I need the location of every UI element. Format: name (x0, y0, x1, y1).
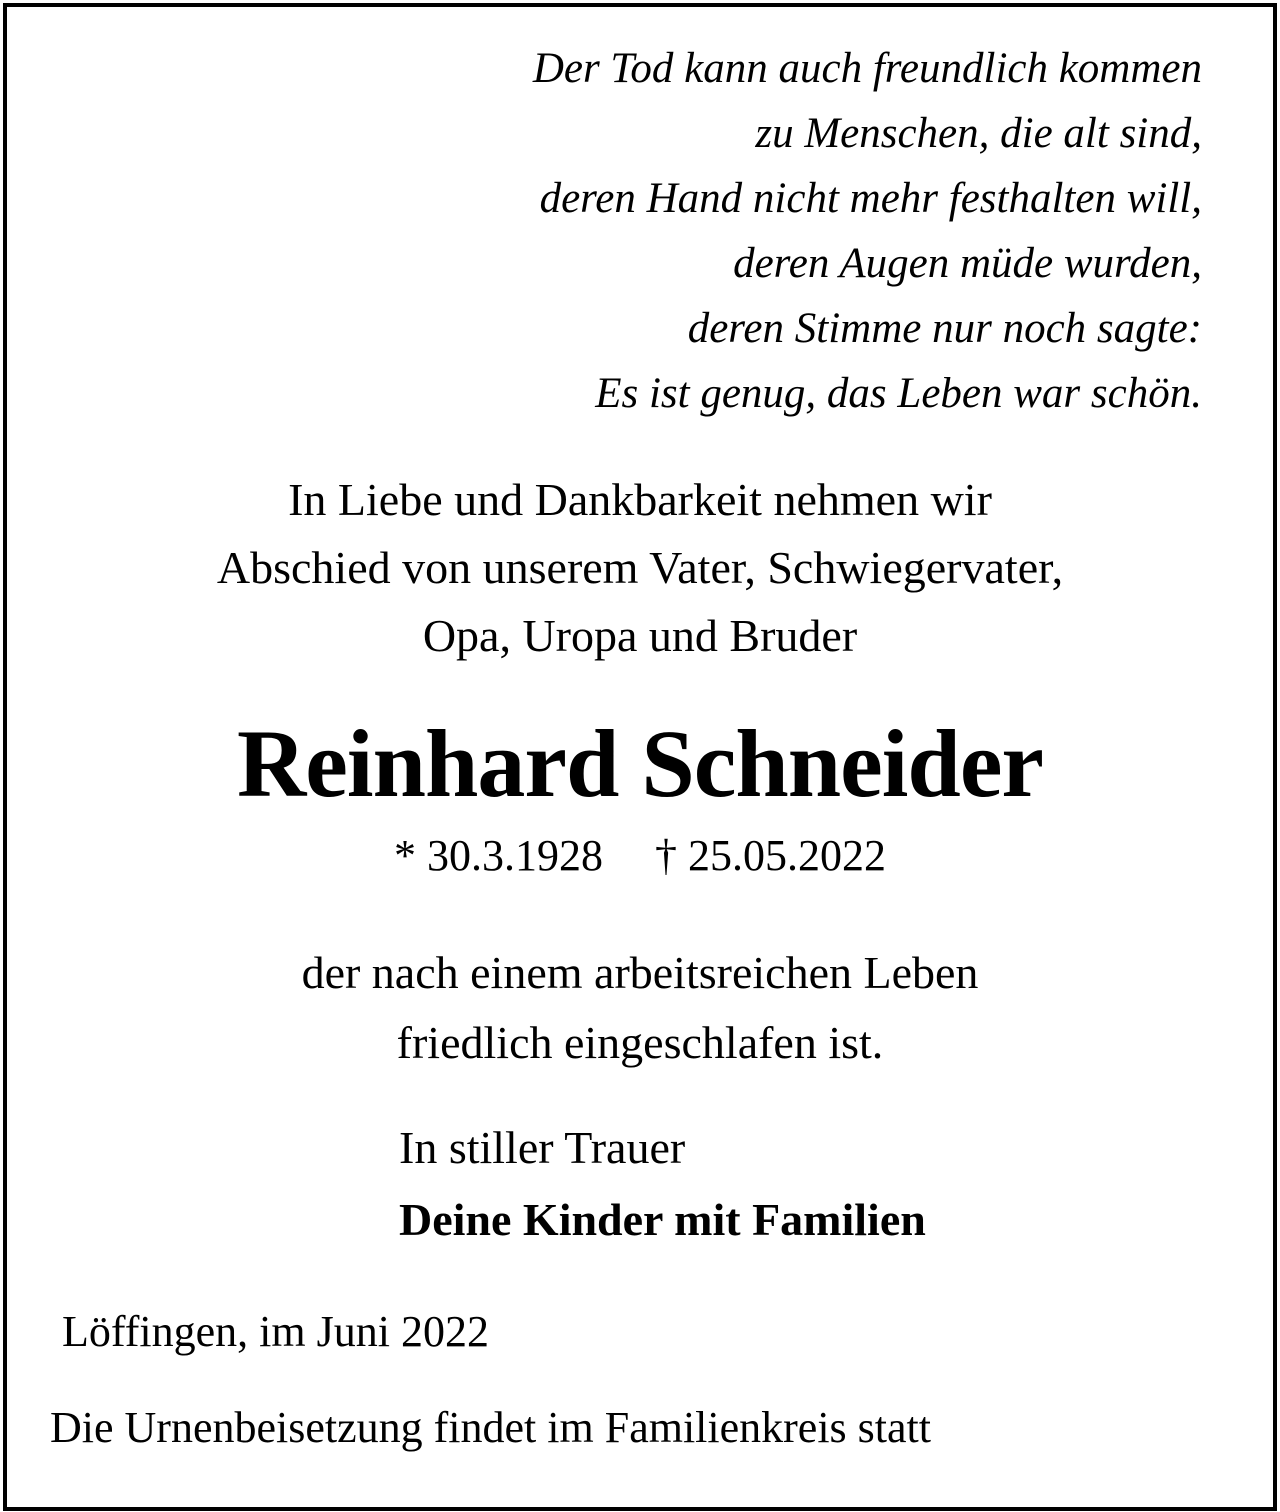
death-date: † 25.05.2022 (655, 831, 886, 880)
mourners-signature: Deine Kinder mit Familien (399, 1194, 926, 1245)
burial-note: Die Urnenbeisetzung findet im Familienkreis statt (50, 1403, 932, 1452)
poem (533, 36, 1202, 426)
poem-line: deren Stimme nur noch sagte: (687, 305, 1202, 352)
life-dates (0, 826, 1280, 886)
passing-line: friedlich eingeschlafen ist. (396, 1017, 884, 1068)
poem-line: deren Augen müde wurden, (733, 240, 1202, 287)
poem-line: deren Hand nicht mehr festhalten will, (539, 175, 1202, 222)
mourning-block (399, 1112, 926, 1256)
mourning-phrase: In stiller Trauer (399, 1122, 686, 1173)
poem-line: zu Menschen, die alt sind, (755, 110, 1202, 157)
intro-line: In Liebe und Dankbarkeit nehmen wir (288, 474, 992, 525)
deceased-name: Reinhard Schneider (236, 710, 1044, 817)
poem-line: Der Tod kann auch freundlich kommen (532, 45, 1202, 92)
birth-date: * 30.3.1928 (394, 831, 603, 880)
poem-line: Es ist genug, das Leben war schön. (595, 370, 1202, 417)
place-date: Löffingen, im Juni 2022 (62, 1307, 489, 1356)
intro-text (0, 466, 1280, 670)
passing-line: der nach einem arbeitsreichen Leben (301, 947, 979, 998)
intro-line: Abschied von unserem Vater, Schwiegervater, (216, 542, 1064, 593)
passing-text (0, 938, 1280, 1078)
intro-line: Opa, Uropa und Bruder (422, 610, 858, 661)
